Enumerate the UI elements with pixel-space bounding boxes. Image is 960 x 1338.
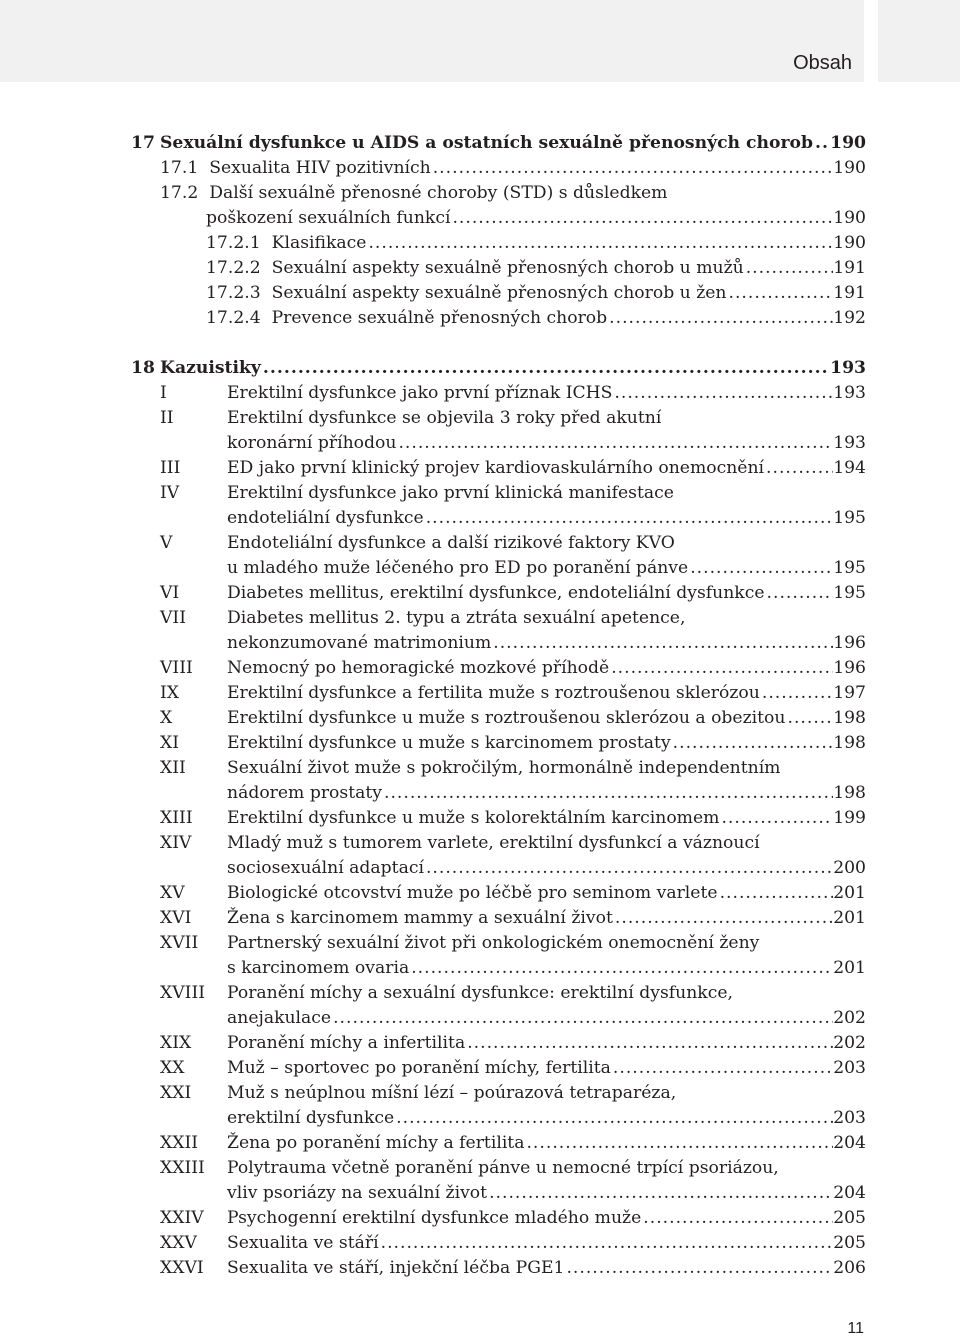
header-bar bbox=[0, 0, 864, 82]
case-title: Sexualita ve stáří bbox=[227, 1233, 379, 1253]
case-title-line[interactable]: Mladý muž s tumorem varlete, erektilní dysfunkcí a váznoucí bbox=[227, 833, 760, 853]
case-entry[interactable] bbox=[227, 706, 866, 731]
leader-dots bbox=[431, 156, 833, 181]
entry-title: poškození sexuálních funkcí bbox=[206, 208, 451, 228]
leader-dots bbox=[491, 631, 833, 656]
entry-title: Sexuální aspekty sexuálně přenosných chorob u žen bbox=[271, 283, 727, 303]
page-ref: 190 bbox=[833, 208, 866, 228]
leader-dots bbox=[366, 231, 833, 256]
case-number: XXI bbox=[160, 1083, 192, 1103]
chapter-entry[interactable] bbox=[160, 356, 866, 381]
page-ref: 198 bbox=[833, 783, 866, 803]
case-number: XXIII bbox=[160, 1158, 205, 1178]
case-number: X bbox=[160, 708, 173, 728]
page-ref: 204 bbox=[833, 1183, 866, 1203]
entry-number: 17.1 bbox=[160, 158, 199, 178]
case-entry[interactable] bbox=[227, 906, 866, 931]
leader-dots bbox=[613, 906, 833, 931]
case-title: Erektilní dysfunkce jako první příznak ICHS bbox=[227, 383, 613, 403]
case-entry[interactable] bbox=[227, 1206, 866, 1231]
case-number: VI bbox=[160, 583, 180, 603]
case-title: Psychogenní erektilní dysfunkce mladého muže bbox=[227, 1208, 642, 1228]
case-title-line[interactable]: Sexuální život muže s pokročilým, hormonálně independentním bbox=[227, 758, 781, 778]
case-title: ED jako první klinický projev kardiovaskulárního onemocnění bbox=[227, 458, 765, 478]
leader-dots bbox=[261, 356, 830, 381]
page-ref: 201 bbox=[833, 908, 866, 928]
header-title: Obsah bbox=[793, 52, 852, 74]
leader-dots bbox=[641, 1206, 833, 1231]
case-number: IV bbox=[160, 483, 180, 503]
page-ref: 190 bbox=[833, 233, 866, 253]
chapter-number: 17 bbox=[131, 133, 155, 153]
case-entry[interactable] bbox=[227, 681, 866, 706]
page-ref: 195 bbox=[833, 508, 866, 528]
case-number: XX bbox=[160, 1058, 185, 1078]
leader-dots bbox=[394, 1106, 833, 1131]
case-title-line[interactable]: Diabetes mellitus 2. typu a ztráta sexuální apetence, bbox=[227, 608, 686, 628]
page-ref: 199 bbox=[833, 808, 866, 828]
toc-entry[interactable] bbox=[160, 156, 866, 181]
case-title: Muž – sportovec po poranění míchy, fertilita bbox=[227, 1058, 611, 1078]
case-number: XVIII bbox=[160, 983, 206, 1003]
leader-dots bbox=[612, 381, 833, 406]
leader-dots bbox=[813, 131, 830, 156]
page-ref: 203 bbox=[833, 1108, 866, 1128]
case-number: XIX bbox=[160, 1033, 192, 1053]
leader-dots bbox=[719, 806, 833, 831]
case-title: vliv psoriázy na sexuální život bbox=[227, 1183, 488, 1203]
case-title: koronární příhodou bbox=[227, 433, 397, 453]
page-ref: 202 bbox=[833, 1008, 866, 1028]
chapter-entry[interactable] bbox=[160, 131, 866, 156]
entry-number: 17.2.4 bbox=[206, 308, 261, 328]
case-title: Poranění míchy a infertilita bbox=[227, 1033, 466, 1053]
case-entry[interactable] bbox=[227, 631, 866, 656]
case-title-line[interactable]: Erektilní dysfunkce se objevila 3 roky před akutní bbox=[227, 408, 662, 428]
toc-entry[interactable] bbox=[206, 256, 866, 281]
toc-entry[interactable] bbox=[206, 306, 866, 331]
case-number: II bbox=[160, 408, 174, 428]
leader-dots bbox=[424, 856, 833, 881]
page-ref: 193 bbox=[833, 383, 866, 403]
leader-dots bbox=[607, 306, 833, 331]
page-ref: 190 bbox=[830, 133, 866, 153]
case-entry[interactable] bbox=[227, 881, 866, 906]
leader-dots bbox=[785, 706, 833, 731]
leader-dots bbox=[765, 581, 834, 606]
page-ref: 190 bbox=[833, 158, 866, 178]
case-entry[interactable] bbox=[227, 581, 866, 606]
case-entry[interactable] bbox=[227, 656, 866, 681]
page-ref: 206 bbox=[833, 1258, 866, 1278]
leader-dots bbox=[379, 1231, 834, 1256]
case-title: Erektilní dysfunkce u muže s karcinomem prostaty bbox=[227, 733, 671, 753]
leader-dots bbox=[764, 456, 833, 481]
case-number: V bbox=[160, 533, 173, 553]
case-title: Žena po poranění míchy a fertilita bbox=[227, 1133, 525, 1153]
page-ref: 201 bbox=[833, 958, 866, 978]
leader-dots bbox=[688, 556, 833, 581]
page-ref: 193 bbox=[830, 358, 866, 378]
case-title: Erektilní dysfunkce a fertilita muže s roztroušenou sklerózou bbox=[227, 683, 760, 703]
leader-dots bbox=[744, 256, 833, 281]
leader-dots bbox=[424, 506, 834, 531]
case-entry[interactable] bbox=[227, 781, 866, 806]
leader-dots bbox=[671, 731, 834, 756]
page-number: 11 bbox=[847, 1320, 864, 1337]
entry-title: Sexuální aspekty sexuálně přenosných chorob u mužů bbox=[271, 258, 744, 278]
case-number: XIII bbox=[160, 808, 193, 828]
case-title-line[interactable]: Endoteliální dysfunkce a další rizikové faktory KVO bbox=[227, 533, 675, 553]
case-entry[interactable] bbox=[227, 1006, 866, 1031]
case-entry[interactable] bbox=[227, 1106, 866, 1131]
case-title: anejakulace bbox=[227, 1008, 332, 1028]
case-entry[interactable] bbox=[227, 381, 866, 406]
leader-dots bbox=[450, 206, 833, 231]
case-entry[interactable] bbox=[227, 731, 866, 756]
leader-dots bbox=[487, 1181, 833, 1206]
toc-entry[interactable] bbox=[206, 231, 866, 256]
case-entry[interactable] bbox=[227, 1181, 866, 1206]
case-entry[interactable] bbox=[227, 1031, 866, 1056]
case-title: Diabetes mellitus, erektilní dysfunkce, endoteliální dysfunkce bbox=[227, 583, 765, 603]
case-number: XVII bbox=[160, 933, 199, 953]
case-title: s karcinomem ovaria bbox=[227, 958, 410, 978]
toc-entry[interactable] bbox=[206, 281, 866, 306]
entry-title: Další sexuálně přenosné choroby (STD) s důsledkem bbox=[209, 183, 668, 203]
page-ref: 202 bbox=[833, 1033, 866, 1053]
leader-dots bbox=[609, 656, 833, 681]
case-title: Žena s karcinomem mammy a sexuální život bbox=[227, 908, 613, 928]
case-title-line[interactable]: Poranění míchy a sexuální dysfunkce: erektilní dysfunkce, bbox=[227, 983, 733, 1003]
case-entry[interactable] bbox=[227, 556, 866, 581]
case-title: u mladého muže léčeného pro ED po poranění pánve bbox=[227, 558, 689, 578]
page-ref: 191 bbox=[833, 283, 866, 303]
case-title-line[interactable]: Erektilní dysfunkce jako první klinická manifestace bbox=[227, 483, 674, 503]
leader-dots bbox=[727, 281, 834, 306]
case-title: Erektilní dysfunkce u muže s kolorektálním karcinomem bbox=[227, 808, 720, 828]
chapter-title: Kazuistiky bbox=[160, 358, 261, 378]
page-ref: 205 bbox=[833, 1208, 866, 1228]
case-number: VII bbox=[160, 608, 186, 628]
leader-dots bbox=[564, 1256, 833, 1281]
case-number: I bbox=[160, 383, 167, 403]
case-number: XI bbox=[160, 733, 180, 753]
header-tab bbox=[878, 0, 960, 82]
case-title: Erektilní dysfunkce u muže s roztroušenou sklerózou a obezitou bbox=[227, 708, 786, 728]
case-title: Nemocný po hemoragické mozkové příhodě bbox=[227, 658, 610, 678]
page-ref: 195 bbox=[833, 583, 866, 603]
page-ref: 200 bbox=[833, 858, 866, 878]
toc-entry-line[interactable] bbox=[160, 181, 667, 206]
case-entry[interactable] bbox=[227, 456, 866, 481]
leader-dots bbox=[465, 1031, 833, 1056]
case-number: IX bbox=[160, 683, 180, 703]
case-entry[interactable] bbox=[227, 856, 866, 881]
case-number: XV bbox=[160, 883, 185, 903]
entry-title: Sexualita HIV pozitivních bbox=[209, 158, 431, 178]
case-title: erektilní dysfunkce bbox=[227, 1108, 395, 1128]
entry-title: Klasifikace bbox=[271, 233, 367, 253]
leader-dots bbox=[409, 956, 833, 981]
case-entry[interactable] bbox=[227, 806, 866, 831]
page-ref: 192 bbox=[833, 308, 866, 328]
page-ref: 197 bbox=[833, 683, 866, 703]
leader-dots bbox=[760, 681, 833, 706]
case-title: endoteliální dysfunkce bbox=[227, 508, 424, 528]
case-number: III bbox=[160, 458, 181, 478]
page-ref: 193 bbox=[833, 433, 866, 453]
leader-dots bbox=[611, 1056, 833, 1081]
case-title-line[interactable]: Muž s neúplnou míšní lézí – poúrazová tetraparéza, bbox=[227, 1083, 677, 1103]
page-ref: 195 bbox=[833, 558, 866, 578]
chapter-title: Sexuální dysfunkce u AIDS a ostatních sexuálně přenosných chorob bbox=[160, 133, 813, 153]
case-entry[interactable] bbox=[227, 431, 866, 456]
case-title: Sexualita ve stáří, injekční léčba PGE1 bbox=[227, 1258, 565, 1278]
leader-dots bbox=[524, 1131, 833, 1156]
page-ref: 196 bbox=[833, 633, 866, 653]
case-title-line[interactable]: Partnerský sexuální život při onkologickém onemocnění ženy bbox=[227, 933, 760, 953]
case-number: XXV bbox=[160, 1233, 197, 1253]
case-number: XII bbox=[160, 758, 186, 778]
page-ref: 191 bbox=[833, 258, 866, 278]
page-ref: 203 bbox=[833, 1058, 866, 1078]
case-title: nádorem prostaty bbox=[227, 783, 382, 803]
case-number: XVI bbox=[160, 908, 192, 928]
entry-number: 17.2.3 bbox=[206, 283, 261, 303]
case-number: XXIV bbox=[160, 1208, 204, 1228]
entry-title: Prevence sexuálně přenosných chorob bbox=[271, 308, 608, 328]
page-ref: 205 bbox=[833, 1233, 866, 1253]
entry-number: 17.2 bbox=[160, 183, 199, 203]
page-ref: 204 bbox=[833, 1133, 866, 1153]
page-ref: 196 bbox=[833, 658, 866, 678]
case-entry[interactable] bbox=[227, 506, 866, 531]
case-entry[interactable] bbox=[227, 1131, 866, 1156]
case-number: XXVI bbox=[160, 1258, 204, 1278]
case-title: sociosexuální adaptací bbox=[227, 858, 424, 878]
page-ref: 198 bbox=[833, 733, 866, 753]
case-number: XIV bbox=[160, 833, 192, 853]
leader-dots bbox=[331, 1006, 833, 1031]
case-entry[interactable] bbox=[227, 1231, 866, 1256]
case-title-line[interactable]: Polytrauma včetně poranění pánve u nemocné trpící psoriázou, bbox=[227, 1158, 779, 1178]
chapter-number: 18 bbox=[131, 358, 155, 378]
case-title: Biologické otcovství muže po léčbě pro seminom varlete bbox=[227, 883, 718, 903]
page-ref: 198 bbox=[833, 708, 866, 728]
entry-number: 17.2.2 bbox=[206, 258, 261, 278]
leader-dots bbox=[382, 781, 833, 806]
page-ref: 201 bbox=[833, 883, 866, 903]
case-entry[interactable] bbox=[227, 956, 866, 981]
toc-entry[interactable] bbox=[206, 206, 866, 231]
page-ref: 194 bbox=[833, 458, 866, 478]
case-title: nekonzumované matrimonium bbox=[227, 633, 492, 653]
entry-number: 17.2.1 bbox=[206, 233, 261, 253]
leader-dots bbox=[396, 431, 833, 456]
case-entry[interactable] bbox=[227, 1056, 866, 1081]
case-number: VIII bbox=[160, 658, 193, 678]
leader-dots bbox=[718, 881, 834, 906]
case-entry[interactable] bbox=[227, 1256, 866, 1281]
case-number: XXII bbox=[160, 1133, 199, 1153]
